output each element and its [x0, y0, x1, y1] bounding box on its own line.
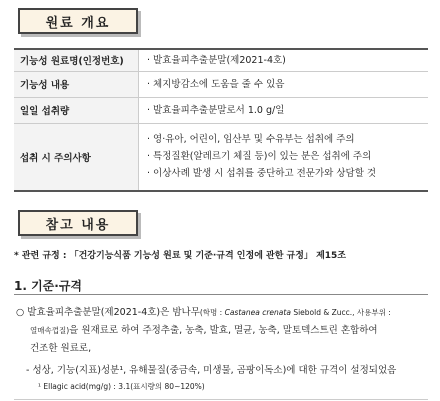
species-name: Castanea crenata: [224, 308, 291, 317]
section-title-overview: 원료 개요: [18, 8, 138, 34]
criteria-paragraph-line2: 열매속껍질)을 원재료로 하여 주정추출, 농축, 발효, 멸균, 농축, 말토덱스트린 혼합하여: [30, 325, 378, 336]
row-value: · 발효율피추출분말로서 1.0 g/일: [147, 104, 285, 116]
criteria-spec-line: - 성상, 기능(지표)성분¹, 유해물질(중금속, 미생물, 곰팡이독소)에 대한 규격이 설정되었음: [26, 365, 397, 376]
row-key: 기능성 내용: [14, 71, 139, 97]
row-key: 일일 섭취량: [14, 97, 139, 123]
footnote: ¹ Ellagic acid(mg/g) : 3.1(표시량의 80~120%): [38, 382, 205, 391]
table-row: [14, 97, 428, 123]
row-value: · 발효율피추출분말(제2021-4호): [147, 54, 286, 66]
related-regulation: * 관련 규정 : 「건강기능식품 기능성 원료 및 기준·규격 인정에 관한 규정」 제15조: [14, 251, 346, 261]
row-key: 섭취 시 주의사항: [14, 123, 139, 191]
table-row: [14, 71, 428, 97]
criteria-paragraph-line1: ○ 발효율피추출분말(제2021-4호)은 밤나무(학명 : Castanea crenata Siebold & Zucc., 사용부위 :: [16, 307, 391, 318]
divider: [14, 399, 428, 400]
table-row: [14, 49, 428, 71]
criteria-heading: 1. 기준·규격: [14, 279, 83, 293]
divider: [14, 294, 428, 295]
row-value: · 체지방감소에 도움을 줄 수 있음: [147, 78, 285, 90]
row-value: · 특정질환(알레르기 체질 등)이 있는 분은 섭취에 주의: [147, 151, 372, 163]
criteria-paragraph-line3: 건조한 원료로,: [30, 343, 92, 354]
row-value: · 영·유아, 어린이, 임산부 및 수유부는 섭취에 주의: [147, 134, 355, 146]
table-row: [14, 123, 428, 191]
row-value: · 이상사례 발생 시 섭취를 중단하고 전문가와 상담할 것: [147, 168, 377, 180]
section-title-reference: 참고 내용: [18, 210, 138, 236]
row-key: 기능성 원료명(인정번호): [14, 49, 139, 71]
overview-table: [14, 48, 428, 192]
